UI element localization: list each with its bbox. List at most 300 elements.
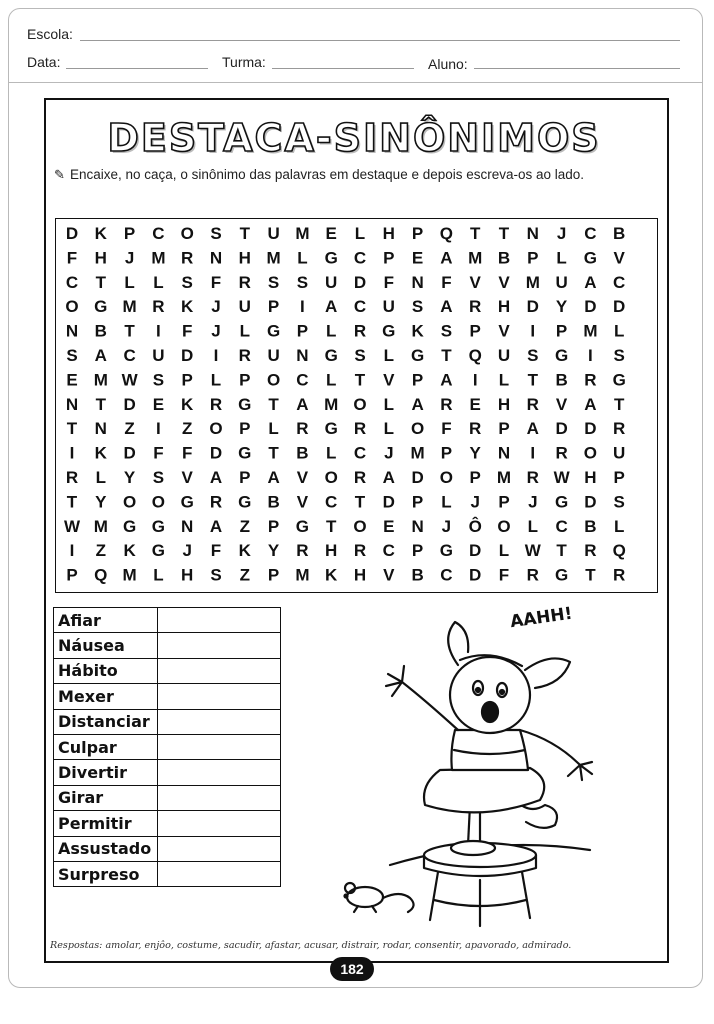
grid-letter[interactable]: O [209, 419, 223, 439]
grid-letter[interactable]: L [354, 224, 366, 243]
grid-letter[interactable]: H [181, 565, 194, 585]
grid-letter[interactable]: G [151, 516, 166, 536]
grid-letter[interactable]: B [584, 516, 597, 536]
grid-letter[interactable]: G [439, 541, 454, 561]
grid-letter[interactable]: N [181, 516, 194, 536]
grid-letter[interactable]: E [411, 248, 424, 268]
grid-letter[interactable]: O [151, 492, 166, 512]
grid-letter[interactable]: L [210, 370, 222, 390]
grid-letter[interactable]: R [526, 394, 539, 414]
grid-letter[interactable]: S [613, 492, 625, 512]
grid-letter[interactable]: K [181, 297, 194, 317]
grid-letter[interactable]: R [584, 541, 597, 561]
grid-letter[interactable]: L [326, 443, 337, 463]
grid-letter[interactable]: L [297, 248, 308, 268]
grid-letter[interactable]: G [266, 321, 281, 341]
grid-letter[interactable]: A [440, 248, 453, 268]
grid-letter[interactable]: M [468, 248, 483, 268]
grid-letter[interactable]: T [66, 492, 78, 512]
grid-letter[interactable]: K [123, 541, 136, 561]
grid-letter[interactable]: F [498, 565, 510, 585]
grid-letter[interactable]: C [440, 565, 453, 585]
grid-letter[interactable]: B [296, 443, 309, 463]
grid-letter[interactable]: T [239, 224, 250, 243]
grid-letter[interactable]: R [526, 468, 539, 487]
grid-letter[interactable]: T [124, 321, 135, 341]
grid-letter[interactable]: F [66, 248, 78, 268]
grid-letter[interactable]: S [440, 321, 453, 341]
grid-letter[interactable]: A [209, 516, 223, 536]
grid-letter[interactable]: H [353, 565, 367, 585]
grid-letter[interactable]: F [441, 419, 452, 439]
grid-letter[interactable]: S [210, 224, 222, 243]
grid-letter[interactable]: S [354, 346, 366, 365]
grid-letter[interactable]: M [295, 565, 310, 585]
grid-letter[interactable]: Ô [468, 516, 482, 536]
grid-letter[interactable]: T [66, 419, 78, 439]
grid-letter[interactable]: P [267, 565, 280, 585]
grid-letter[interactable]: I [69, 541, 75, 561]
grid-letter[interactable]: T [614, 394, 625, 414]
grid-letter[interactable]: U [613, 443, 626, 463]
grid-letter[interactable]: L [441, 492, 452, 512]
grid-letter[interactable]: J [211, 297, 221, 317]
grid-letter[interactable]: M [122, 565, 137, 585]
grid-letter[interactable]: R [209, 394, 223, 414]
grid-letter[interactable]: N [411, 272, 424, 292]
grid-letter[interactable]: G [238, 394, 252, 414]
grid-letter[interactable]: E [325, 224, 337, 243]
grid-letter[interactable]: A [382, 468, 395, 487]
grid-letter[interactable]: L [556, 248, 567, 268]
grid-letter[interactable]: J [182, 541, 192, 561]
grid-letter[interactable]: R [209, 492, 223, 512]
school-field-line[interactable] [80, 40, 680, 41]
grid-letter[interactable]: R [526, 565, 539, 585]
grid-letter[interactable]: S [527, 346, 539, 365]
grid-letter[interactable]: Z [182, 419, 193, 439]
grid-letter[interactable]: M [410, 443, 425, 463]
grid-letter[interactable]: A [584, 394, 597, 414]
grid-letter[interactable]: L [383, 394, 394, 414]
grid-letter[interactable]: G [612, 370, 626, 390]
grid-letter[interactable]: U [267, 224, 280, 243]
grid-letter[interactable]: M [93, 516, 108, 536]
grid-letter[interactable]: P [411, 492, 424, 512]
grid-letter[interactable]: H [94, 248, 107, 268]
grid-letter[interactable]: K [181, 394, 194, 414]
grid-letter[interactable]: Y [469, 443, 481, 463]
grid-letter[interactable]: E [469, 394, 481, 414]
grid-letter[interactable]: T [95, 272, 106, 292]
grid-letter[interactable]: P [267, 516, 280, 536]
grid-letter[interactable]: D [584, 492, 597, 512]
grid-letter[interactable]: O [353, 394, 367, 414]
grid-letter[interactable]: R [238, 346, 251, 365]
grid-letter[interactable]: Y [123, 468, 136, 487]
grid-letter[interactable]: N [497, 443, 511, 463]
grid-letter[interactable]: M [93, 370, 108, 390]
grid-letter[interactable]: T [470, 224, 481, 243]
grid-letter[interactable]: J [556, 224, 567, 243]
grid-letter[interactable]: W [63, 516, 81, 536]
grid-letter[interactable]: L [326, 370, 337, 390]
class-field-line[interactable] [272, 68, 414, 69]
grid-letter[interactable]: W [524, 541, 541, 561]
grid-letter[interactable]: P [267, 297, 280, 317]
grid-letter[interactable]: Q [439, 224, 454, 243]
grid-letter[interactable]: P [469, 468, 481, 487]
answer-cell[interactable] [157, 760, 280, 785]
grid-letter[interactable]: G [122, 516, 137, 536]
answer-cell[interactable] [157, 608, 280, 633]
grid-letter[interactable]: R [555, 443, 568, 463]
grid-letter[interactable]: V [383, 370, 395, 390]
grid-letter[interactable]: G [324, 346, 338, 365]
grid-letter[interactable]: R [181, 248, 194, 268]
grid-letter[interactable]: A [325, 297, 338, 317]
grid-letter[interactable]: U [267, 346, 280, 365]
grid-letter[interactable]: T [95, 394, 106, 414]
grid-letter[interactable]: F [182, 443, 193, 463]
grid-letter[interactable]: U [555, 272, 568, 292]
grid-letter[interactable]: R [152, 297, 165, 317]
grid-letter[interactable]: G [324, 248, 338, 268]
grid-letter[interactable]: G [554, 565, 569, 585]
grid-letter[interactable]: P [383, 248, 395, 268]
grid-letter[interactable]: R [613, 419, 626, 439]
grid-letter[interactable]: Y [267, 541, 280, 561]
grid-letter[interactable]: D [123, 443, 136, 463]
grid-letter[interactable]: C [65, 272, 79, 292]
grid-letter[interactable]: Y [555, 297, 568, 317]
grid-letter[interactable]: M [266, 248, 281, 268]
grid-letter[interactable]: G [554, 492, 569, 512]
grid-letter[interactable]: A [209, 468, 223, 487]
grid-letter[interactable]: S [613, 346, 625, 365]
grid-letter[interactable]: R [440, 394, 453, 414]
grid-letter[interactable]: L [614, 321, 625, 341]
grid-letter[interactable]: D [382, 492, 395, 512]
grid-letter[interactable]: A [440, 370, 453, 390]
grid-letter[interactable]: U [152, 346, 165, 365]
grid-letter[interactable]: M [295, 224, 310, 243]
grid-letter[interactable]: V [296, 492, 309, 512]
grid-letter[interactable]: L [268, 419, 279, 439]
grid-letter[interactable]: G [554, 346, 569, 365]
grid-letter[interactable]: L [498, 541, 510, 561]
grid-letter[interactable]: L [527, 516, 538, 536]
grid-letter[interactable]: S [210, 565, 222, 585]
grid-letter[interactable]: B [94, 321, 107, 341]
grid-letter[interactable]: V [469, 272, 481, 292]
grid-letter[interactable]: Q [94, 565, 108, 585]
grid-letter[interactable]: O [324, 468, 338, 487]
grid-letter[interactable]: S [152, 370, 165, 390]
grid-letter[interactable]: I [156, 419, 161, 439]
grid-letter[interactable]: E [66, 370, 78, 390]
grid-letter[interactable]: P [66, 565, 78, 585]
grid-letter[interactable]: T [268, 443, 279, 463]
grid-letter[interactable]: T [354, 370, 366, 390]
grid-letter[interactable]: D [65, 224, 79, 243]
grid-letter[interactable]: O [180, 224, 194, 243]
grid-letter[interactable]: E [383, 516, 395, 536]
grid-letter[interactable]: V [498, 321, 510, 341]
grid-letter[interactable]: M [496, 468, 512, 487]
grid-letter[interactable]: R [469, 297, 482, 317]
grid-letter[interactable]: H [325, 541, 338, 561]
grid-letter[interactable]: Z [124, 419, 135, 439]
student-field-line[interactable] [474, 68, 680, 69]
grid-letter[interactable]: T [498, 224, 510, 243]
answer-cell[interactable] [157, 836, 280, 861]
grid-letter[interactable]: U [382, 297, 395, 317]
grid-letter[interactable]: K [94, 224, 107, 243]
grid-letter[interactable]: O [122, 492, 137, 512]
grid-letter[interactable]: L [383, 346, 394, 365]
grid-letter[interactable]: Z [239, 565, 250, 585]
grid-letter[interactable]: L [239, 321, 250, 341]
grid-letter[interactable]: R [584, 370, 597, 390]
grid-letter[interactable]: T [268, 394, 279, 414]
grid-letter[interactable]: L [498, 370, 510, 390]
grid-letter[interactable]: T [527, 370, 538, 390]
grid-letter[interactable]: B [555, 370, 568, 390]
grid-letter[interactable]: J [211, 321, 221, 341]
grid-letter[interactable]: K [325, 565, 338, 585]
grid-letter[interactable]: T [354, 492, 366, 512]
grid-letter[interactable]: C [613, 272, 626, 292]
grid-letter[interactable]: I [588, 346, 593, 365]
grid-letter[interactable]: D [411, 468, 424, 487]
grid-letter[interactable]: R [296, 419, 309, 439]
grid-letter[interactable]: P [123, 224, 136, 243]
grid-letter[interactable]: C [325, 492, 338, 512]
grid-letter[interactable]: F [441, 272, 452, 292]
grid-letter[interactable]: J [124, 248, 135, 268]
grid-letter[interactable]: G [238, 492, 252, 512]
grid-letter[interactable]: I [472, 370, 478, 390]
date-field-line[interactable] [66, 68, 208, 69]
grid-letter[interactable]: V [181, 468, 193, 487]
grid-letter[interactable]: L [614, 516, 625, 536]
grid-letter[interactable]: D [613, 297, 626, 317]
grid-letter[interactable]: T [556, 541, 567, 561]
grid-letter[interactable]: S [66, 346, 78, 365]
grid-letter[interactable]: O [65, 297, 79, 317]
grid-letter[interactable]: V [613, 248, 625, 268]
grid-letter[interactable]: N [65, 321, 79, 341]
grid-letter[interactable]: P [440, 443, 453, 463]
grid-letter[interactable]: T [326, 516, 337, 536]
grid-letter[interactable]: G [151, 541, 166, 561]
grid-letter[interactable]: G [583, 248, 598, 268]
grid-letter[interactable]: A [267, 468, 280, 487]
grid-letter[interactable]: J [528, 492, 538, 512]
grid-letter[interactable]: N [296, 346, 309, 365]
grid-letter[interactable]: I [300, 297, 305, 317]
grid-letter[interactable]: V [383, 565, 395, 585]
answer-cell[interactable] [157, 785, 280, 810]
grid-letter[interactable]: C [353, 297, 367, 317]
grid-letter[interactable]: L [326, 321, 337, 341]
grid-letter[interactable]: G [94, 297, 108, 317]
grid-letter[interactable]: M [583, 321, 598, 341]
grid-letter[interactable]: H [497, 297, 511, 317]
grid-letter[interactable]: K [94, 443, 107, 463]
grid-letter[interactable]: A [584, 272, 597, 292]
grid-letter[interactable]: D [353, 272, 367, 292]
grid-letter[interactable]: B [411, 565, 424, 585]
grid-letter[interactable]: C [152, 224, 165, 243]
answer-cell[interactable] [157, 684, 280, 709]
answer-cell[interactable] [157, 709, 280, 734]
grid-letter[interactable]: D [209, 443, 223, 463]
grid-letter[interactable]: C [353, 248, 367, 268]
grid-letter[interactable]: N [94, 419, 107, 439]
grid-letter[interactable]: U [497, 346, 511, 365]
grid-letter[interactable]: R [238, 272, 251, 292]
grid-letter[interactable]: P [296, 321, 309, 341]
grid-letter[interactable]: C [353, 443, 367, 463]
grid-letter[interactable]: Z [95, 541, 106, 561]
grid-letter[interactable]: A [296, 394, 309, 414]
grid-letter[interactable]: L [153, 565, 164, 585]
grid-letter[interactable]: H [238, 248, 251, 268]
grid-letter[interactable]: K [238, 541, 251, 561]
grid-letter[interactable]: D [469, 565, 482, 585]
grid-letter[interactable]: L [95, 468, 106, 487]
grid-letter[interactable]: A [440, 297, 453, 317]
grid-letter[interactable]: W [553, 468, 570, 487]
grid-letter[interactable]: Q [468, 346, 482, 365]
grid-letter[interactable]: R [353, 419, 367, 439]
grid-letter[interactable]: G [238, 443, 252, 463]
answer-cell[interactable] [157, 633, 280, 658]
grid-letter[interactable]: A [94, 346, 107, 365]
grid-letter[interactable]: P [555, 321, 568, 341]
grid-letter[interactable]: O [497, 516, 511, 536]
answer-cell[interactable] [157, 734, 280, 759]
grid-letter[interactable]: A [411, 394, 424, 414]
grid-letter[interactable]: G [324, 419, 338, 439]
grid-letter[interactable]: H [497, 394, 511, 414]
grid-letter[interactable]: C [296, 370, 309, 390]
grid-letter[interactable]: J [470, 492, 480, 512]
grid-letter[interactable]: S [267, 272, 280, 292]
grid-letter[interactable]: A [526, 419, 539, 439]
grid-letter[interactable]: L [124, 272, 135, 292]
grid-letter[interactable]: R [469, 419, 482, 439]
grid-letter[interactable]: U [238, 297, 251, 317]
grid-letter[interactable]: H [584, 468, 597, 487]
grid-letter[interactable]: I [69, 443, 75, 463]
grid-letter[interactable]: Y [95, 492, 107, 512]
grid-letter[interactable]: P [411, 370, 424, 390]
grid-letter[interactable]: P [498, 419, 510, 439]
grid-letter[interactable]: P [239, 370, 251, 390]
grid-letter[interactable]: D [584, 297, 597, 317]
grid-letter[interactable]: Q [612, 541, 626, 561]
grid-letter[interactable]: I [530, 321, 536, 341]
grid-letter[interactable]: R [613, 565, 626, 585]
grid-letter[interactable]: V [296, 468, 309, 487]
grid-letter[interactable]: J [384, 443, 394, 463]
answer-cell[interactable] [157, 811, 280, 836]
grid-letter[interactable]: L [153, 272, 164, 292]
grid-letter[interactable]: G [382, 321, 396, 341]
grid-letter[interactable]: R [353, 321, 367, 341]
grid-letter[interactable]: I [156, 321, 161, 341]
grid-letter[interactable]: M [324, 394, 339, 414]
grid-letter[interactable]: C [584, 224, 597, 243]
grid-letter[interactable]: T [585, 565, 596, 585]
grid-letter[interactable]: P [239, 419, 251, 439]
grid-letter[interactable]: F [210, 541, 222, 561]
grid-letter[interactable]: N [65, 394, 79, 414]
grid-letter[interactable]: P [411, 541, 424, 561]
grid-letter[interactable]: R [65, 468, 79, 487]
grid-letter[interactable]: W [121, 370, 138, 390]
grid-letter[interactable]: S [296, 272, 309, 292]
grid-letter[interactable]: V [498, 272, 510, 292]
grid-letter[interactable]: D [555, 419, 568, 439]
grid-letter[interactable]: B [497, 248, 511, 268]
grid-letter[interactable]: O [353, 516, 367, 536]
grid-letter[interactable]: B [613, 224, 626, 243]
answer-cell[interactable] [157, 861, 280, 886]
grid-letter[interactable]: M [151, 248, 166, 268]
grid-letter[interactable]: O [439, 468, 454, 487]
grid-letter[interactable]: P [239, 468, 251, 487]
grid-letter[interactable]: R [353, 468, 367, 487]
grid-letter[interactable]: F [153, 443, 164, 463]
grid-letter[interactable]: O [583, 443, 598, 463]
grid-letter[interactable]: S [181, 272, 193, 292]
grid-letter[interactable]: M [525, 272, 540, 292]
grid-letter[interactable]: D [123, 394, 136, 414]
grid-letter[interactable]: R [353, 541, 367, 561]
grid-letter[interactable]: E [152, 394, 165, 414]
grid-letter[interactable]: C [123, 346, 136, 365]
grid-letter[interactable]: N [411, 516, 424, 536]
grid-letter[interactable]: H [382, 224, 395, 243]
grid-letter[interactable]: N [209, 248, 223, 268]
grid-letter[interactable]: L [383, 419, 394, 439]
grid-letter[interactable]: P [411, 224, 424, 243]
grid-letter[interactable]: D [584, 419, 597, 439]
grid-letter[interactable]: Z [239, 516, 250, 536]
grid-letter[interactable]: T [441, 346, 452, 365]
grid-letter[interactable]: G [180, 492, 194, 512]
grid-letter[interactable]: P [469, 321, 481, 341]
grid-letter[interactable]: D [526, 297, 539, 317]
grid-letter[interactable]: P [527, 248, 539, 268]
grid-letter[interactable]: G [410, 346, 425, 365]
grid-letter[interactable]: C [555, 516, 568, 536]
grid-letter[interactable]: J [441, 516, 452, 536]
grid-letter[interactable]: F [182, 321, 193, 341]
grid-letter[interactable]: M [122, 297, 137, 317]
grid-letter[interactable]: O [410, 419, 425, 439]
grid-letter[interactable]: D [469, 541, 482, 561]
grid-letter[interactable]: S [411, 297, 424, 317]
grid-letter[interactable]: I [530, 443, 536, 463]
grid-letter[interactable]: K [411, 321, 424, 341]
grid-letter[interactable]: P [613, 468, 625, 487]
grid-letter[interactable]: D [181, 346, 194, 365]
